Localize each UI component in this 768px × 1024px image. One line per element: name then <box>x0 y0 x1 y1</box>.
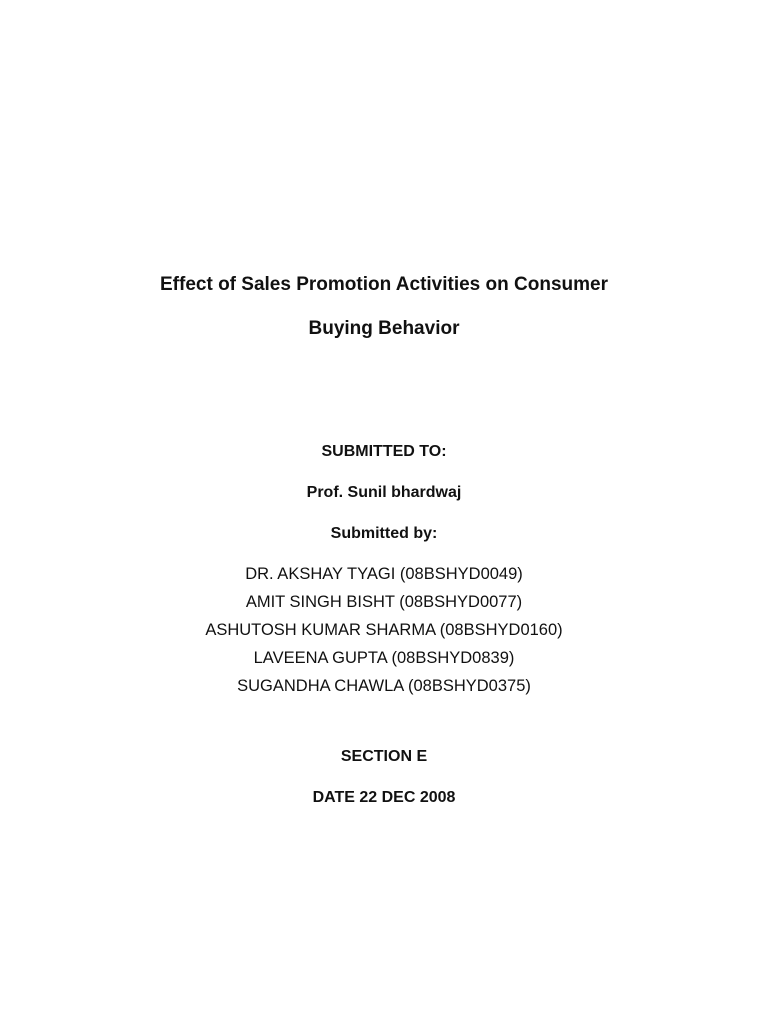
submitted-to-label: SUBMITTED TO: <box>321 443 447 460</box>
date-label: DATE 22 DEC 2008 <box>312 789 456 806</box>
member-item: LAVEENA GUPTA (08BSHYD0839) <box>253 649 515 667</box>
member-item: DR. AKSHAY TYAGI (08BSHYD0049) <box>245 565 523 583</box>
submitted-to-name: Prof. Sunil bhardwaj <box>306 484 462 501</box>
member-item: SUGANDHA CHAWLA (08BSHYD0375) <box>237 677 531 695</box>
submitted-by-label: Submitted by: <box>330 525 438 542</box>
document-title-line-2: Buying Behavior <box>308 318 460 339</box>
document-title-line-1: Effect of Sales Promotion Activities on Consumer <box>160 274 608 295</box>
member-item: AMIT SINGH BISHT (08BSHYD0077) <box>245 593 523 611</box>
member-item: ASHUTOSH KUMAR SHARMA (08BSHYD0160) <box>205 621 563 639</box>
section-label: SECTION E <box>340 748 428 765</box>
